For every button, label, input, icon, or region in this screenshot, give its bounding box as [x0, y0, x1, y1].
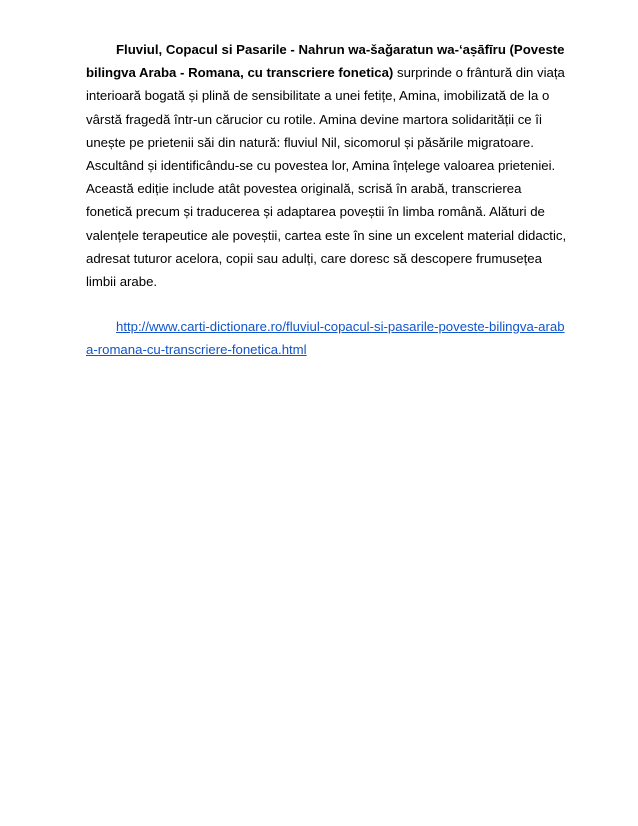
book-title: Fluviul, Copacul si Pasarile - Nahrun wa-šaǧaratun wa-‘aṣāfīru (Poveste bilingva Araba - Romana, cu transcriere fonetica) — [86, 42, 565, 81]
book-link[interactable]: http://www.carti-dictionare.ro/fluviul-copacul-si-pasarile-poveste-bilingva-araba-romana-cu-transcriere-fonetica.html — [86, 319, 565, 358]
description-paragraph — [86, 38, 568, 293]
document-body — [86, 38, 568, 362]
link-paragraph — [86, 315, 568, 361]
book-description: surprinde o frântură din viața interioară bogată și plină de sensibilitate a unei fetițe, Amina, imobilizată de la o vârstă fragedă într-un cărucior cu rotile. Amina devine martora solidarității ce îi unește pe prietenii săi din natură: fluviul Nil, sicomorul și păsările migratoare. Ascultând și identificându-se cu povestea lor, Amina înțelege valoarea prieteniei. Această ediție include atât povestea originală, scrisă în arabă, transcrierea fonetică precum și traducerea și adaptarea poveștii în limba română. Alături de valențele terapeutice ale poveștii, cartea este în sine un excelent material didactic, adresat tuturor acelora, copii sau adulți, care doresc să descopere frumusețea limbii arabe. — [86, 65, 567, 290]
